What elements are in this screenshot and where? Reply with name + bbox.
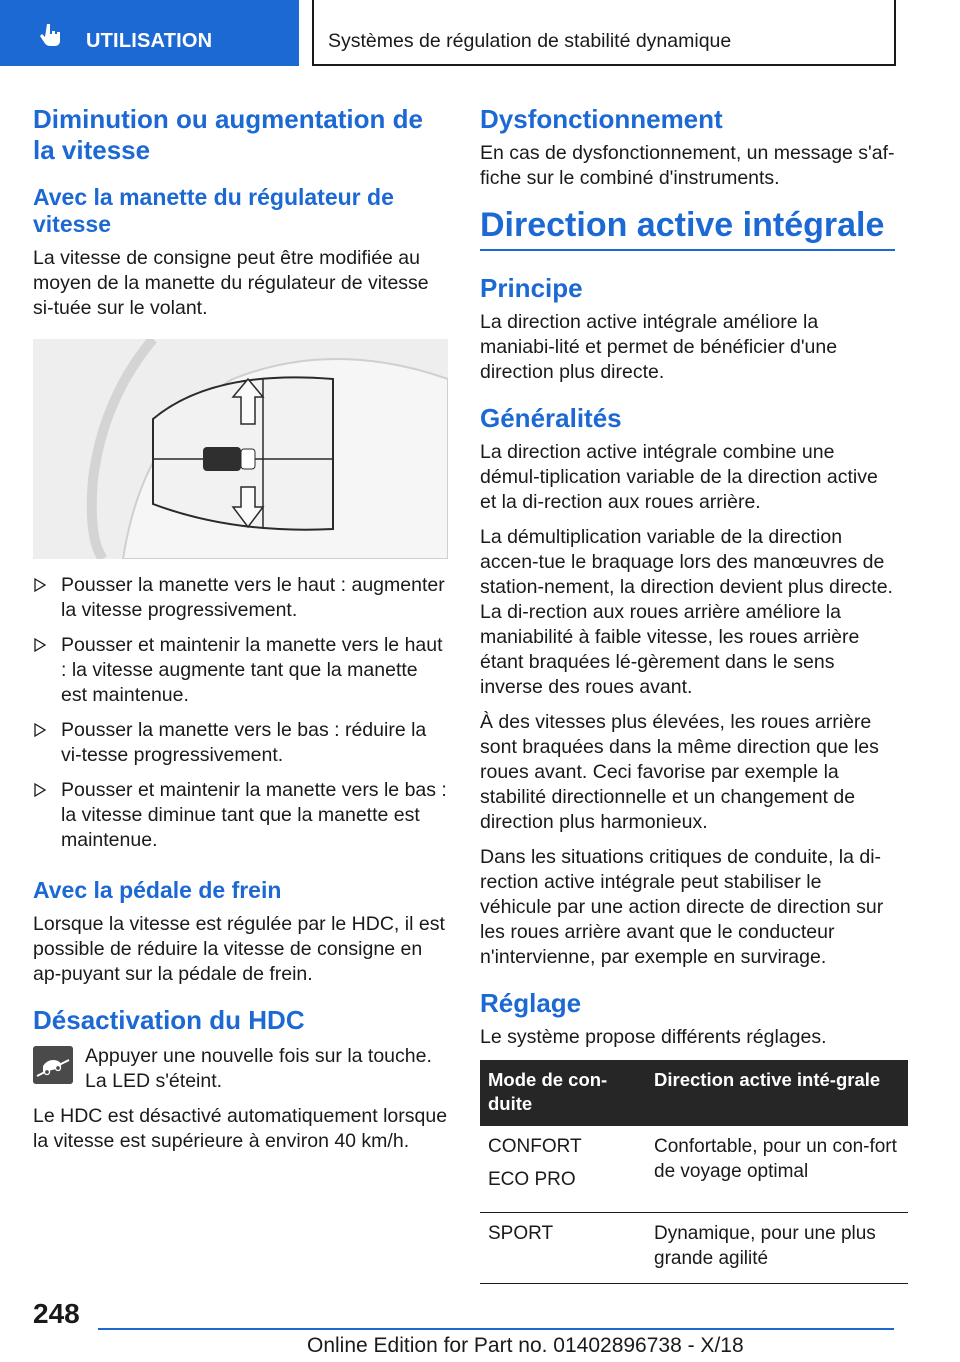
list-item: Pousser et maintenir la manette vers le bas : la vitesse diminue tant que la manette est maintenue. [33,778,448,853]
triangle-bullet-icon [33,636,47,654]
settings-table [480,1060,908,1284]
paragraph-general-3: À des vitesses plus élevées, les roues arrière sont braquées dans la même direction que les roues avant. Ceci favorise par exemple la stabilité directionnelle et un changement de direction plus harmonieux. [480,711,879,833]
heading-brake: Avec la pédale de frein [33,877,282,903]
chapter-title: Systèmes de régulation de stabilité dynamique [328,30,732,52]
table-row [480,1126,908,1213]
heading-general: Généralités [480,403,622,433]
list-item: Pousser la manette vers le haut : augmenter la vitesse progressivement. [33,573,448,623]
lever-bullet-list [33,573,448,853]
pointing-hand-icon [38,22,64,48]
heading-malfunction: Dysfonctionnement [480,104,723,134]
heading-deactivation: Désactivation du HDC [33,1005,305,1035]
paragraph-general-2: La démultiplication variable de la direction accen-tue le braquage lors des manœuvres de station-nement, la direction devient plus directe. La di-rection aux roues arrière améliore la maniabilité à faible vitesse, les roues arrière étant braquées lé-gèrement dans le sens inverse des roues avant. [480,526,893,698]
heading-setting: Réglage [480,988,582,1018]
paragraph-general-4: Dans les situations critiques de conduite, la di-rection active intégrale peut stabiliser le véhicule par une action directe de direction sur les roues arrière avant que le conducteur n'intervienne, par exemple en survirage. [480,846,884,968]
edition-note: Online Edition for Part no. 01402896738 - X/18 [307,1334,744,1357]
table-cell-desc: Dynamique, pour une plus grande agilité [646,1213,908,1284]
main-heading-block [480,205,895,251]
table-header-row [480,1060,908,1126]
heading-lever: Avec la manette du régulateur de vitesse [33,184,394,237]
table-row [480,1213,908,1284]
page-header [0,0,960,66]
table-cell-desc: Confortable, pour un con-fort de voyage optimal [646,1126,908,1213]
paragraph-general-1: La direction active intégrale combine une démul-tiplication variable de la direction active et la di-rection aux roues arrière. [480,441,878,513]
section-tab [0,0,299,66]
steering-wheel-lever-illustration [33,339,448,559]
paragraph-deactivation-2: Le HDC est désactivé automatiquement lorsque la vitesse est supérieure à environ 40 km/h. [33,1105,448,1152]
paragraph-brake: Lorsque la vitesse est régulée par le HDC, il est possible de réduire la vitesse de consigne en ap-puyant sur la pédale de frein. [33,913,445,985]
column-header-steering: Direction active inté-grale [646,1060,908,1126]
column-header-mode: Mode de con-duite [480,1060,646,1126]
list-item: Pousser et maintenir la manette vers le haut : la vitesse augmente tant que la manette est maintenue. [33,633,448,708]
page-number: 248 [33,1298,80,1329]
paragraph-lever: La vitesse de consigne peut être modifiée au moyen de la manette du régulateur de vitesse si-tuée sur le volant. [33,247,429,319]
triangle-bullet-icon [33,721,47,739]
list-item: Pousser la manette vers le bas : réduire la vi-tesse progressivement. [33,718,448,768]
hill-descent-control-icon [33,1046,73,1084]
paragraph-malfunction: En cas de dysfonctionnement, un message s'af-fiche sur le combiné d'instruments. [480,142,895,189]
section-label: UTILISATION [86,30,213,52]
paragraph-setting: Le système propose différents réglages. [480,1026,827,1048]
chapter-title-box [312,0,896,66]
triangle-bullet-icon [33,576,47,594]
footer-divider [98,1328,894,1330]
hdc-instruction [33,1044,448,1094]
heading-speed: Diminution ou augmentation de la vitesse [33,104,423,165]
table-cell-mode: SPORT [480,1213,646,1284]
paragraph-principle: La direction active intégrale améliore la maniabi-lité et permet de bénéficier d'une direction plus directe. [480,311,838,383]
table-cell-mode: CONFORT ECO PRO [480,1126,646,1213]
triangle-bullet-icon [33,781,47,799]
paragraph-deactivation-1: Appuyer une nouvelle fois sur la touche. La LED s'éteint. [85,1045,432,1092]
right-column [480,104,895,1284]
left-column [33,104,448,1164]
heading-integral-active-steering: Direction active intégrale [480,206,885,244]
heading-principle: Principe [480,273,583,303]
